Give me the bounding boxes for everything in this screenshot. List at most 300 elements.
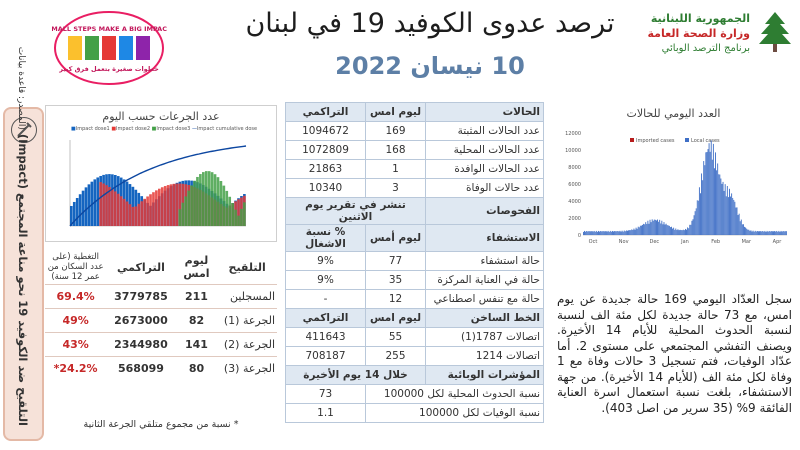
vacc-dose2-bar	[111, 189, 114, 226]
vaccination-chart-legend: ■Impact dose1 ■Impact dose2 ■Impact dose3 —Impact cumulative dose	[71, 126, 258, 132]
daily-local-bar	[623, 232, 624, 235]
vacc-dose3-bar	[220, 181, 223, 226]
daily-local-bar	[768, 232, 769, 235]
daily-local-bar	[712, 160, 713, 235]
daily-local-bar	[777, 232, 778, 235]
vacc-dose2-bar	[102, 184, 105, 226]
daily-cases-chart	[555, 105, 792, 260]
page-title: ترصد عدوى الكوفيد 19 في لبنان	[245, 8, 615, 39]
daily-local-bar	[744, 227, 745, 235]
daily-local-bar	[732, 198, 733, 235]
daily-local-bar	[646, 224, 647, 235]
daily-local-bar	[772, 231, 773, 235]
daily-local-bar	[586, 231, 587, 235]
vacc-dose2-bar	[120, 196, 123, 226]
daily-local-bar	[607, 232, 608, 235]
vacc-dose3-bar	[196, 177, 199, 226]
table-row: عدد الحالات الوافدة 1 21863	[286, 160, 544, 179]
vaccination-side-panel	[3, 46, 44, 441]
daily-local-bar	[622, 231, 623, 235]
daily-local-bar	[670, 227, 671, 235]
daily-local-bar	[738, 215, 739, 235]
vacc-dose2-bar	[114, 191, 117, 226]
vacc-dose2-bar	[173, 184, 176, 226]
daily-local-bar	[681, 230, 682, 235]
table-row: عدد الحالات المحلية 168 1072809	[286, 141, 544, 160]
vacc-dose2-bar	[99, 182, 102, 226]
daily-local-bar	[648, 224, 649, 235]
daily-local-bar	[632, 230, 633, 235]
daily-local-bar	[726, 196, 727, 235]
daily-local-bar	[705, 152, 706, 235]
daily-local-bar	[621, 232, 622, 235]
daily-local-bar	[709, 143, 710, 235]
table-row: عدد الحالات المثبتة 169 1094672	[286, 122, 544, 141]
daily-local-bar	[766, 232, 767, 235]
daily-local-bar	[733, 200, 734, 235]
table-row: عدد حالات الوفاة 3 10340	[286, 179, 544, 198]
table-row: حالة استشفاء 77 9%	[286, 252, 544, 271]
daily-x-tick: Oct	[588, 239, 598, 245]
daily-local-bar	[785, 231, 786, 235]
daily-local-bar	[652, 219, 653, 235]
daily-local-bar	[611, 232, 612, 235]
daily-y-tick: 8000	[568, 165, 581, 171]
daily-local-bar	[664, 222, 665, 235]
daily-local-bar	[598, 231, 599, 235]
vacc-dose3-bar	[205, 171, 208, 226]
daily-local-bar	[651, 222, 652, 235]
vaccination-chart	[45, 105, 277, 242]
indicators-header-row: المؤشرات الوبائية خلال 14 يوم الأخيرة	[286, 366, 544, 385]
daily-local-bar	[599, 232, 600, 235]
daily-local-bar	[689, 225, 690, 235]
daily-local-bar	[614, 231, 615, 235]
daily-local-bar	[628, 230, 629, 235]
daily-local-bar	[640, 226, 641, 235]
daily-local-bar	[755, 231, 756, 235]
daily-local-bar	[727, 186, 728, 235]
daily-local-bar	[635, 230, 636, 235]
daily-local-bar	[761, 231, 762, 235]
daily-local-bar	[741, 220, 742, 235]
daily-local-bar	[612, 231, 613, 235]
daily-local-bar	[691, 221, 692, 235]
daily-x-tick: Apr	[772, 239, 782, 245]
daily-local-bar	[669, 226, 670, 235]
daily-local-bar	[680, 230, 681, 235]
vacc-dose2-bar	[146, 196, 149, 226]
daily-local-bar	[602, 231, 603, 235]
daily-local-bar	[676, 230, 677, 235]
daily-local-bar	[688, 228, 689, 235]
vacc-dose2-bar	[117, 194, 120, 226]
daily-local-bar	[588, 231, 589, 235]
daily-local-bar	[723, 182, 724, 235]
daily-local-bar	[702, 180, 703, 235]
daily-local-bar	[774, 231, 775, 235]
vacc-dose3-bar	[234, 210, 237, 226]
daily-local-bar	[754, 232, 755, 235]
daily-local-bar	[775, 232, 776, 235]
daily-local-bar	[684, 230, 685, 235]
vacc-dose2-bar	[149, 194, 152, 226]
vacc-dose3-bar	[225, 191, 228, 226]
vacc-dose3-bar	[217, 177, 220, 226]
daily-local-bar	[740, 221, 741, 235]
daily-y-tick: 0	[577, 233, 581, 239]
daily-local-bar	[617, 231, 618, 235]
table-row: الجرعة (2) 141 2344980 43%	[45, 333, 277, 357]
daily-chart-title: العدد اليومي للحالات	[626, 107, 721, 120]
daily-local-bar	[746, 229, 747, 235]
daily-local-bar	[713, 144, 714, 235]
daily-local-bar	[585, 232, 586, 235]
daily-local-bar	[603, 231, 604, 235]
vacc-dose3-bar	[199, 174, 202, 226]
daily-local-bar	[624, 231, 625, 235]
vacc-dose2-bar	[126, 202, 129, 226]
vacc-dose2-bar	[152, 192, 155, 226]
daily-local-bar	[589, 231, 590, 235]
daily-local-bar	[672, 229, 673, 235]
daily-local-bar	[671, 227, 672, 235]
daily-local-bar	[679, 230, 680, 235]
table-row: حالة مع تنفس اصطناعي 12 -	[286, 290, 544, 309]
vacc-dose1-bar	[85, 187, 88, 226]
daily-local-bar	[756, 232, 757, 235]
daily-local-bar	[587, 231, 588, 235]
table-row: الجرعة (3) 80 568099 24.2%*	[45, 357, 277, 381]
table-row: الجرعة (1) 82 2673000 49%	[45, 309, 277, 333]
vacc-dose3-bar	[190, 185, 193, 226]
daily-local-bar	[783, 231, 784, 235]
daily-local-bar	[673, 228, 674, 235]
daily-local-bar	[698, 201, 699, 235]
daily-local-bar	[597, 232, 598, 235]
daily-local-bar	[610, 231, 611, 235]
daily-local-bar	[659, 220, 660, 235]
daily-local-bar	[731, 193, 732, 235]
tests-header-row: الفحوصات تنشر في تقرير يوم الاثنين	[286, 198, 544, 225]
ministry-logo	[597, 8, 792, 58]
daily-local-bar	[639, 227, 640, 235]
daily-local-bar	[666, 224, 667, 235]
daily-local-bar	[757, 231, 758, 235]
daily-local-bar	[763, 232, 764, 235]
daily-x-tick: Feb	[711, 239, 721, 245]
vacc-dose2-bar	[137, 204, 140, 226]
daily-local-bar	[626, 230, 627, 235]
daily-local-bar	[749, 231, 750, 235]
daily-local-bar	[601, 231, 602, 235]
daily-local-bar	[730, 197, 731, 235]
vacc-dose2-bar	[143, 199, 146, 226]
daily-local-bar	[767, 231, 768, 235]
vacc-dose3-bar	[187, 191, 190, 226]
daily-local-bar	[729, 189, 730, 235]
daily-local-bar	[696, 208, 697, 235]
daily-local-bar	[735, 208, 736, 235]
daily-local-bar	[606, 231, 607, 235]
daily-local-bar	[786, 231, 787, 235]
vaccination-footnote: * نسبة من مجموع متلقي الجرعة الثانية	[83, 419, 239, 430]
daily-local-bar	[710, 152, 711, 235]
vacc-dose2-bar	[170, 184, 173, 226]
vacc-dose3-bar	[193, 181, 196, 226]
daily-local-bar	[629, 230, 630, 235]
daily-local-bar	[677, 229, 678, 235]
daily-local-bar	[641, 226, 642, 235]
daily-local-bar	[620, 231, 621, 235]
daily-local-bar	[728, 197, 729, 235]
vacc-header-yesterday: ليوم امس	[183, 254, 210, 280]
daily-local-bar	[739, 214, 740, 235]
daily-local-bar	[743, 224, 744, 235]
vacc-header-label: التلقيح	[228, 260, 266, 274]
daily-y-tick: 12000	[565, 131, 581, 137]
legend-imported-swatch	[630, 138, 634, 142]
campaign-logo	[52, 8, 167, 86]
vacc-dose3-bar	[237, 216, 240, 226]
campaign-line1: SMALL STEPS MAKE A BIG IMPACT	[52, 25, 167, 33]
vacc-dose2-bar	[129, 204, 132, 226]
daily-local-bar	[771, 231, 772, 235]
vacc-dose2-bar	[135, 206, 138, 226]
daily-x-tick: Nov	[618, 239, 629, 245]
daily-local-bar	[753, 231, 754, 235]
daily-local-bar	[778, 231, 779, 235]
daily-local-bar	[769, 231, 770, 235]
vacc-dose2-bar	[155, 190, 158, 226]
daily-local-bar	[650, 220, 651, 235]
daily-local-bar	[630, 230, 631, 235]
daily-local-bar	[742, 224, 743, 235]
summary-paragraph: سجل العدّاد اليومي 169 حالة جديدة عن يوم امس، مع 73 حالة جديدة لكل مئة الف لنسبة لنسبة الحدوث المحلية للأيام 14 الأخيرة. ويصنف التفشي المجتمعي على مستوى 2. أما عدّاد الوفيات، فتم تسجيل 3 حالات وفاة مع 1 وفاة لكل مئة الف (للأيام 14 الأخيرة). من جهة الاستشفاء، بلغت نسبة استعمال اسرة العناية الفائقة 9% (35 سرير من اصل 403).	[557, 292, 793, 415]
vacc-dose1-bar	[82, 191, 85, 226]
daily-local-bar	[662, 224, 663, 235]
daily-local-bar	[631, 229, 632, 235]
table-row: نسبة الحدوث المحلية لكل 100000 73	[286, 385, 544, 404]
vacc-dose2-bar	[123, 199, 126, 226]
daily-local-bar	[703, 161, 704, 235]
side-panel-title: التلقيح ضد الكوفيد 19 نحو مناعة المجتمع (Impact) (المصدر: قاعدة بيانات	[16, 46, 30, 426]
legend-imported-label: Imported cases	[636, 138, 675, 144]
daily-local-bar	[687, 227, 688, 235]
daily-x-tick: Jan	[681, 239, 689, 245]
daily-local-bar	[616, 231, 617, 235]
vacc-dose1-bar	[76, 198, 79, 226]
vacc-dose3-bar	[211, 172, 214, 226]
daily-local-bar	[745, 227, 746, 235]
daily-local-bar	[638, 227, 639, 235]
vacc-dose2-bar	[108, 187, 111, 226]
daily-local-bar	[694, 215, 695, 235]
daily-local-bar	[591, 231, 592, 235]
daily-local-bar	[764, 231, 765, 235]
daily-local-bar	[693, 219, 694, 235]
daily-local-bar	[593, 232, 594, 235]
daily-local-bar	[594, 231, 595, 235]
daily-local-bar	[782, 232, 783, 235]
daily-local-bar	[608, 231, 609, 235]
vacc-dose3-bar	[240, 209, 243, 226]
daily-local-bar	[618, 231, 619, 235]
vacc-dose3-bar	[243, 202, 246, 226]
vacc-dose2-bar	[164, 186, 167, 226]
vacc-dose1-bar	[88, 184, 91, 226]
cases-header-row: الحالات ليوم امس التراكمي	[286, 103, 544, 122]
vacc-dose1-bar	[96, 177, 99, 226]
daily-local-bar	[758, 231, 759, 235]
daily-local-bar	[737, 207, 738, 235]
daily-local-bar	[714, 168, 715, 235]
daily-local-bar	[595, 232, 596, 235]
vacc-dose2-bar	[176, 184, 179, 226]
daily-local-bar	[776, 231, 777, 235]
cedar-icon	[758, 10, 792, 54]
daily-local-bar	[665, 225, 666, 235]
daily-local-bar	[583, 232, 584, 235]
vacc-dose3-bar	[231, 203, 234, 226]
daily-local-bar	[633, 229, 634, 235]
legend-local-label: Local cases	[691, 138, 720, 144]
daily-local-bar	[750, 230, 751, 235]
daily-local-bar	[600, 231, 601, 235]
daily-local-bar	[674, 230, 675, 235]
daily-y-tick: 10000	[565, 148, 581, 154]
table-row: اتصالات 1787(1) 55 411643	[286, 328, 544, 347]
daily-local-bar	[653, 221, 654, 235]
vacc-header-coverage: التغطية (على عدد السكان من عمر 12 سنة)	[47, 252, 104, 282]
daily-local-bar	[667, 225, 668, 235]
vacc-dose3-bar	[202, 172, 205, 226]
vacc-dose1-bar	[79, 194, 82, 226]
daily-local-bar	[682, 230, 683, 235]
daily-y-tick: 4000	[568, 199, 581, 205]
daily-local-bar	[695, 211, 696, 235]
daily-local-bar	[615, 231, 616, 235]
daily-local-bar	[609, 232, 610, 235]
vacc-dose3-bar	[228, 197, 231, 226]
daily-local-bar	[748, 230, 749, 235]
daily-x-tick: Mar	[741, 239, 752, 245]
vacc-dose2-bar	[105, 185, 108, 226]
daily-local-bar	[760, 231, 761, 235]
hosp-header-row: الاستشفاء ليوم أمس % نسبة الاشغال	[286, 225, 544, 252]
daily-local-bar	[656, 220, 657, 235]
table-row: المسجلين 211 3779785 69.4%	[45, 285, 277, 309]
daily-local-bar	[668, 225, 669, 235]
vacc-header-cumulative: التراكمي	[117, 260, 165, 274]
daily-local-bar	[725, 184, 726, 235]
daily-local-bar	[647, 221, 648, 235]
statistics-table	[285, 102, 544, 423]
vacc-dose2-bar	[140, 201, 143, 226]
daily-local-bar	[700, 193, 701, 235]
daily-local-bar	[655, 220, 656, 235]
daily-local-bar	[660, 223, 661, 235]
vaccination-chart-title: عدد الجرعات حسب اليوم	[102, 110, 220, 123]
daily-local-bar	[690, 225, 691, 235]
daily-local-bar	[724, 191, 725, 235]
daily-local-bar	[759, 231, 760, 235]
daily-local-bar	[697, 200, 698, 235]
daily-local-bar	[596, 231, 597, 235]
daily-y-tick: 6000	[568, 182, 581, 188]
daily-local-bar	[706, 152, 707, 235]
daily-local-bar	[779, 232, 780, 235]
report-date: 10 نيسان 2022	[335, 52, 525, 80]
legend-local-swatch	[685, 138, 689, 142]
vaccination-table	[45, 250, 277, 380]
daily-local-bar	[636, 228, 637, 235]
daily-local-bar	[752, 231, 753, 235]
daily-local-bar	[781, 231, 782, 235]
daily-local-bar	[604, 231, 605, 235]
daily-local-bar	[675, 229, 676, 235]
daily-local-bar	[592, 231, 593, 235]
daily-local-bar	[715, 152, 716, 235]
daily-local-bar	[658, 222, 659, 235]
daily-x-tick: Dec	[649, 239, 660, 245]
vacc-dose2-bar	[132, 207, 135, 226]
daily-local-bar	[657, 220, 658, 235]
hotline-header-row: الخط الساخن ليوم امس التراكمي	[286, 309, 544, 328]
vacc-dose3-bar	[184, 196, 187, 226]
ministry-line1: الجمهورية اللبنانية	[650, 12, 750, 25]
vacc-dose3-bar	[181, 203, 184, 226]
vacc-dose3-bar	[223, 186, 226, 226]
ministry-line2: وزارة الصحة العامة	[647, 27, 750, 40]
daily-local-bar	[644, 224, 645, 235]
vacc-dose3-bar	[208, 171, 211, 226]
daily-local-bar	[654, 220, 655, 235]
daily-local-bar	[683, 230, 684, 235]
table-row: اتصالات 1214 255 708187	[286, 347, 544, 366]
daily-local-bar	[762, 231, 763, 235]
daily-y-tick: 2000	[568, 216, 581, 222]
daily-local-bar	[584, 231, 585, 235]
daily-local-bar	[642, 225, 643, 235]
campaign-line2: خطوات صغيرة بتعمل فرق كبير	[59, 65, 159, 73]
daily-local-bar	[773, 231, 774, 235]
table-row: نسبة الوفيات لكل 100000 1.1	[286, 404, 544, 423]
daily-local-bar	[711, 140, 712, 235]
vacc-dose3-bar	[179, 209, 182, 226]
daily-local-bar	[722, 184, 723, 235]
daily-local-bar	[645, 222, 646, 235]
table-row: حالة في العناية المركزة 35 9%	[286, 271, 544, 290]
vacc-dose3-bar	[214, 174, 217, 226]
daily-local-bar	[686, 230, 687, 235]
daily-local-bar	[784, 231, 785, 235]
daily-local-bar	[661, 221, 662, 235]
daily-local-bar	[747, 230, 748, 235]
vacc-dose2-bar	[158, 189, 161, 226]
daily-local-bar	[613, 231, 614, 235]
daily-local-bar	[627, 231, 628, 235]
daily-local-bar	[701, 173, 702, 235]
daily-local-bar	[720, 179, 721, 235]
daily-local-bar	[699, 187, 700, 235]
daily-local-bar	[708, 149, 709, 235]
ministry-line3: برنامج الترصد الوبائي	[661, 43, 750, 54]
vacc-dose2-bar	[161, 187, 164, 226]
daily-local-bar	[716, 170, 717, 235]
daily-local-bar	[734, 202, 735, 235]
daily-local-bar	[637, 229, 638, 235]
